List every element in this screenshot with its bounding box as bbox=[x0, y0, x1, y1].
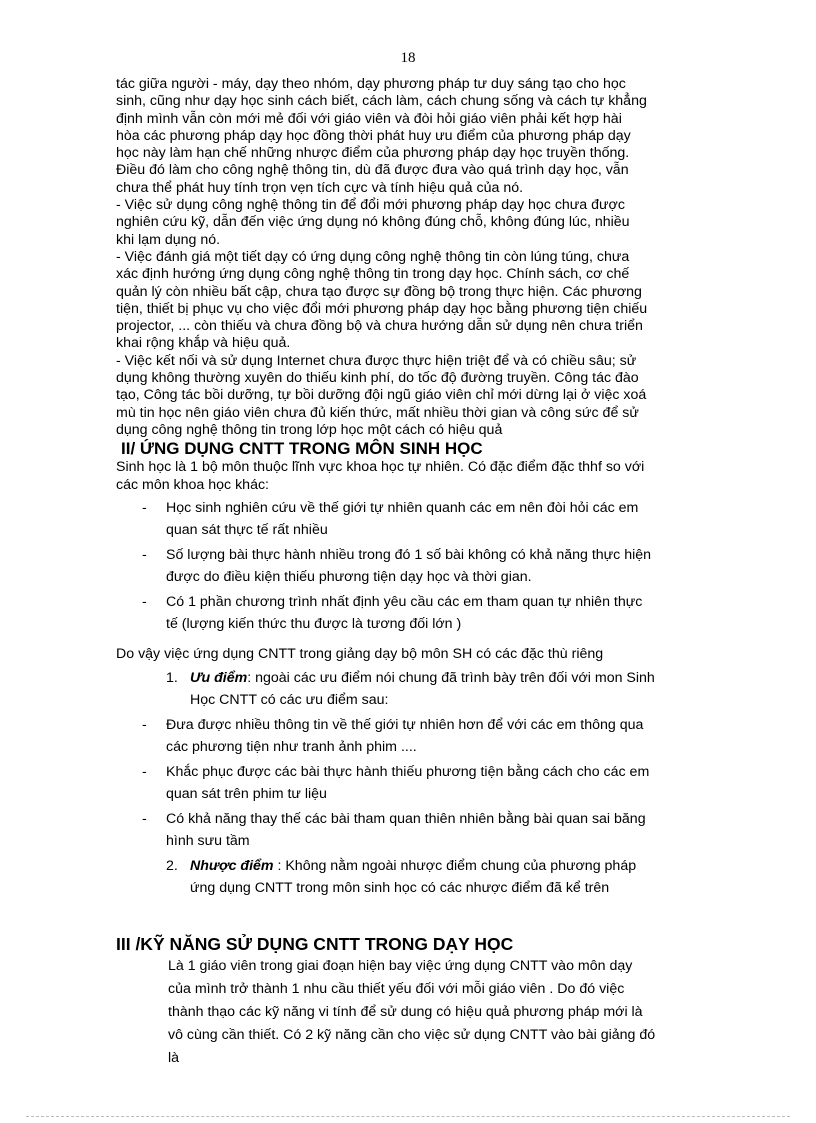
text-line: học này làm hạn chế những nhược điểm của phương pháp dạy học truyền thống. bbox=[116, 145, 630, 162]
text-line: định mình vẫn còn mới mẻ đối với giáo viên và đòi hỏi giáo viên phải kết hợp hài bbox=[116, 110, 622, 127]
page-content bbox=[116, 76, 736, 1070]
text-line: được do điều kiện thiếu phương tiện dạy học và thời gian. bbox=[166, 568, 532, 585]
page-number: 18 bbox=[400, 50, 416, 66]
text-line: chưa thể phát huy tính trọn vẹn tích cực và tính hiệu quả của nó. bbox=[116, 179, 524, 196]
text-line: Khắc phục được các bài thực hành thiếu phương tiện bằng cách cho các em bbox=[166, 763, 650, 780]
text-line: các phương tiện như tranh ảnh phim .... bbox=[166, 738, 417, 755]
text-line: quan sát trên phim tư liệu bbox=[166, 785, 327, 802]
text-line: ứng dụng CNTT trong môn sinh học có các nhược điểm đã kể trên bbox=[190, 879, 610, 896]
text-line: sinh, cũng như dạy học sinh cách biết, cách làm, cách chung sống và cách tự khẳng bbox=[116, 93, 647, 110]
text-line: quản lý còn nhiều bất cập, chưa tạo được sự đồng bộ trong thực hiện. Các phương bbox=[116, 283, 642, 300]
text-line: hình sưu tầm bbox=[166, 832, 250, 849]
bullet-dash: - bbox=[142, 593, 147, 610]
text-line bbox=[190, 667, 736, 689]
text-line: vô cùng cần thiết. Có 2 kỹ năng cần cho việc sử dụng CNTT vào bài giảng đó bbox=[168, 1026, 656, 1043]
bullet-dash: - bbox=[142, 763, 147, 780]
item-number: 1. bbox=[166, 669, 178, 686]
text-line: Số lượng bài thực hành nhiều trong đó 1 số bài không có khả năng thực hiện bbox=[166, 546, 652, 563]
text-line: các môn khoa học khác: bbox=[116, 476, 269, 493]
text-line: Điều đó làm cho công nghệ thông tin, dù đã được đưa vào quá trình dạy học, vẫn bbox=[116, 162, 629, 179]
bullet-dash: - bbox=[142, 716, 147, 733]
text-line: tiện, thiết bị phục vụ cho việc đổi mới phương pháp dạy học bằng phương tiện chiếu bbox=[116, 300, 648, 317]
section-3-paragraph bbox=[116, 955, 736, 1070]
intro-paragraph bbox=[116, 76, 736, 439]
text-line: Là 1 giáo viên trong giai đoạn hiện bay việc ứng dụng CNTT vào môn dạy bbox=[168, 957, 633, 974]
text-line: mù tin học nên giáo viên chưa đủ kiến thức, mất nhiều thời gian và công sức để sử bbox=[116, 404, 639, 421]
text-line: projector, ... còn thiếu và chưa đồng bộ và chưa hướng dẫn sử dụng nên chưa triển bbox=[116, 318, 643, 335]
text-line: - Việc sử dụng công nghệ thông tin để đổi mới phương pháp dạy học chưa được bbox=[116, 197, 625, 214]
text-line: dụng không thường xuyên do thiếu kinh phí, do tốc độ đường truyền. Công tác đào bbox=[116, 370, 639, 387]
disadvantages-label: Nhược điểm bbox=[190, 857, 274, 874]
text-line: Có 1 phần chương trình nhất định yêu cầu các em tham quan tự nhiên thực bbox=[166, 593, 643, 610]
text-line: thành thạo các kỹ năng vi tính để sử dung có hiệu quả phương pháp mới là bbox=[168, 1003, 643, 1020]
text-line: dụng công nghệ thông tin trong lớp học một cách có hiệu quả bbox=[116, 421, 503, 438]
section-3-heading: III /KỸ NĂNG SỬ DỤNG CNTT TRONG DẠY HỌC bbox=[116, 933, 514, 954]
list-item bbox=[116, 761, 736, 805]
text-line: Do vậy việc ứng dụng CNTT trong giảng dạy bộ môn SH có các đặc thù riêng bbox=[116, 645, 604, 662]
advantages-text: : ngoài các ưu điểm nói chung đã trình bày trên đối với mon Sinh bbox=[247, 669, 655, 686]
bullet-dash: - bbox=[142, 499, 147, 516]
list-item bbox=[116, 808, 736, 852]
text-line: Học sinh nghiên cứu về thế giới tự nhiên quanh các em nên đòi hỏi các em bbox=[166, 499, 639, 516]
text-line: Học CNTT có các ưu điểm sau: bbox=[190, 691, 389, 708]
list-item bbox=[116, 591, 736, 635]
bullet-dash: - bbox=[142, 810, 147, 827]
text-line: xác định hướng ứng dụng công nghệ thông tin trong dạy học. Chính sách, cơ chế bbox=[116, 266, 630, 283]
text-line: là bbox=[168, 1049, 180, 1066]
text-line: Sinh học là 1 bộ môn thuộc lĩnh vực khoa học tự nhiên. Có đặc điểm đặc thhf so với bbox=[116, 459, 645, 476]
list-item bbox=[116, 544, 736, 588]
list-item bbox=[116, 714, 736, 758]
text-line: khi lạm dụng nó. bbox=[116, 231, 221, 248]
list-item bbox=[116, 497, 736, 541]
text-line: - Việc kết nối và sử dụng Internet chưa được thực hiện triệt để và có chiều sâu; sử bbox=[116, 352, 637, 369]
text-line: tế (lượng kiến thức thu được là tương đối lớn ) bbox=[166, 615, 462, 632]
text-line: Đưa được nhiều thông tin về thế giới tự nhiên hơn để với các em thông qua bbox=[166, 716, 644, 733]
text-line: hòa các phương pháp dạy học đồng thời phát huy ưu điểm của phương pháp dạy bbox=[116, 127, 631, 144]
numbered-item-disadvantages bbox=[116, 855, 736, 899]
text-line: quan sát thực tế rất nhiều bbox=[166, 521, 328, 538]
numbered-item-advantages bbox=[116, 667, 736, 711]
page-bottom-rule bbox=[26, 1116, 790, 1117]
text-line: Có khả năng thay thế các bài tham quan thiên nhiên bằng bài quan sai băng bbox=[166, 810, 646, 827]
text-line: khai rộng khắp và hiệu quả. bbox=[116, 335, 291, 352]
item-number: 2. bbox=[166, 857, 178, 874]
text-line: của mình trở thành 1 nhu cầu thiết yếu đối với mỗi giáo viên . Do đó việc bbox=[168, 980, 625, 997]
section-2-heading: II/ ỨNG DỤNG CNTT TRONG MÔN SINH HỌC bbox=[121, 439, 483, 459]
bullet-dash: - bbox=[142, 546, 147, 563]
advantages-label: Ưu điểm bbox=[190, 669, 248, 686]
disadvantages-text: : Không nằm ngoài nhược điểm chung của phương pháp bbox=[273, 857, 637, 874]
text-line: tác giữa người - máy, dạy theo nhóm, dạy phương pháp tư duy sáng tạo cho học bbox=[116, 76, 626, 92]
text-line: - Việc đánh giá một tiết dạy có ứng dụng công nghệ thông tin còn lúng túng, chưa bbox=[116, 248, 630, 265]
text-line bbox=[190, 855, 736, 877]
text-line: nghiên cứu kỹ, dẫn đến việc ứng dụng nó không đúng chỗ, không đúng lúc, nhiều bbox=[116, 214, 630, 231]
text-line: tạo, Công tác bồi dưỡng, tự bồi dưỡng đội ngũ giáo viên chỉ mới dừng lại ở việc xoá bbox=[116, 387, 647, 404]
